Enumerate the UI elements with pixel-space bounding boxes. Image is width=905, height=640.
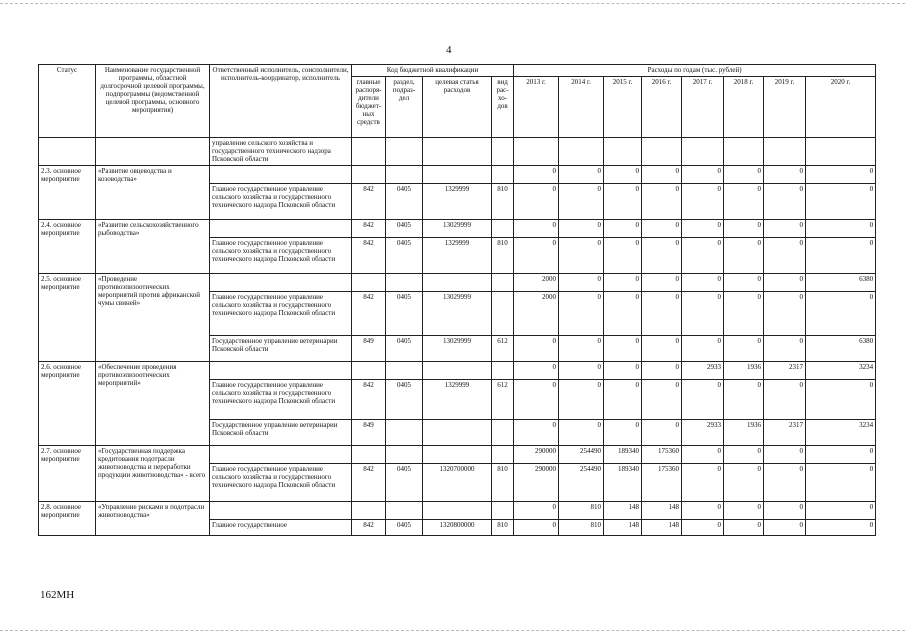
year-value-cell: 0 (682, 502, 724, 520)
expense-type-cell: 810 (492, 464, 514, 502)
year-value-cell: 0 (806, 502, 876, 520)
grbs-cell: 842 (352, 184, 386, 220)
year-value-cell: 0 (682, 336, 724, 362)
year-value-cell: 0 (559, 420, 604, 446)
grbs-cell (352, 502, 386, 520)
year-value-cell: 0 (604, 380, 642, 420)
target-article-cell (423, 138, 492, 166)
grbs-cell: 849 (352, 336, 386, 362)
year-value-cell: 189340 (604, 446, 642, 464)
grbs-cell: 849 (352, 420, 386, 446)
executor-cell (210, 362, 352, 380)
year-value-cell: 0 (764, 184, 806, 220)
year-value-cell: 0 (514, 502, 559, 520)
year-value-cell: 148 (642, 520, 682, 536)
year-value-cell: 0 (682, 380, 724, 420)
target-article-cell (423, 502, 492, 520)
measure-name-cell: «Управление рисками в подотрасли животноводства» (96, 502, 210, 536)
year-value-cell: 0 (724, 464, 764, 502)
year-value-cell: 2317 (764, 362, 806, 380)
table-row (39, 220, 876, 238)
table-row (39, 502, 876, 520)
status-cell (39, 138, 96, 166)
header-year: 2016 г. (642, 77, 682, 138)
expense-type-cell (492, 420, 514, 446)
target-article-cell: 1329999 (423, 184, 492, 220)
executor-cell (210, 166, 352, 184)
grbs-cell (352, 138, 386, 166)
year-value-cell: 0 (764, 520, 806, 536)
year-value-cell: 0 (724, 380, 764, 420)
target-article-cell: 1329999 (423, 380, 492, 420)
expense-type-cell (492, 502, 514, 520)
year-value-cell: 0 (764, 380, 806, 420)
executor-cell: Государственное управление ветеринарии Псковской области (210, 420, 352, 446)
year-value-cell: 0 (764, 502, 806, 520)
year-value-cell: 0 (642, 420, 682, 446)
grbs-cell (352, 446, 386, 464)
target-article-cell: 13029999 (423, 220, 492, 238)
year-value-cell: 810 (559, 502, 604, 520)
expense-type-cell (492, 274, 514, 292)
budget-table-body (39, 138, 876, 536)
executor-cell: Главное государственное управление сельского хозяйства и государственного технического надзора Псковской области (210, 380, 352, 420)
section-cell: 0405 (386, 220, 423, 238)
year-value-cell: 0 (724, 336, 764, 362)
header-year: 2019 г. (764, 77, 806, 138)
year-value-cell: 0 (559, 274, 604, 292)
grbs-cell: 842 (352, 464, 386, 502)
target-article-cell (423, 166, 492, 184)
year-value-cell: 290000 (514, 446, 559, 464)
section-cell (386, 274, 423, 292)
header-year: 2018 г. (724, 77, 764, 138)
expense-type-cell: 810 (492, 238, 514, 274)
grbs-cell: 842 (352, 380, 386, 420)
measure-name-cell (96, 138, 210, 166)
executor-cell: Главное государственное управление сельского хозяйства и государственного технического надзора Псковской области (210, 464, 352, 502)
status-cell: 2.6. основное мероприятие (39, 362, 96, 446)
measure-name-cell: «Развитие сельскохозяйственного рыбоводства» (96, 220, 210, 274)
expense-type-cell (492, 166, 514, 184)
grbs-cell (352, 166, 386, 184)
year-value-cell: 0 (514, 362, 559, 380)
year-value-cell: 0 (604, 274, 642, 292)
year-value-cell: 3234 (806, 362, 876, 380)
year-value-cell (724, 138, 764, 166)
grbs-cell: 842 (352, 220, 386, 238)
year-value-cell (514, 138, 559, 166)
year-value-cell: 2933 (682, 420, 724, 446)
year-value-cell: 0 (806, 220, 876, 238)
expense-type-cell: 810 (492, 184, 514, 220)
year-value-cell: 0 (514, 238, 559, 274)
grbs-cell: 842 (352, 292, 386, 336)
section-cell: 0405 (386, 184, 423, 220)
expense-type-cell (492, 446, 514, 464)
year-value-cell: 0 (806, 380, 876, 420)
year-value-cell: 0 (514, 184, 559, 220)
year-value-cell: 0 (724, 520, 764, 536)
executor-cell (210, 220, 352, 238)
year-value-cell: 0 (682, 520, 724, 536)
year-value-cell: 175360 (642, 446, 682, 464)
executor-cell (210, 446, 352, 464)
year-value-cell: 0 (604, 184, 642, 220)
table-row (39, 138, 876, 166)
year-value-cell: 0 (682, 220, 724, 238)
year-value-cell: 0 (514, 520, 559, 536)
header-target-article: целевая статья расходов (423, 77, 492, 138)
header-grbs: главные распоря-дители бюджет-ных средств (352, 77, 386, 138)
year-value-cell: 0 (682, 166, 724, 184)
year-value-cell: 0 (764, 274, 806, 292)
year-value-cell: 0 (604, 292, 642, 336)
expense-type-cell: 612 (492, 336, 514, 362)
table-row (39, 274, 876, 292)
year-value-cell: 175360 (642, 464, 682, 502)
executor-cell (210, 274, 352, 292)
header-status: Статус (39, 65, 96, 138)
year-value-cell: 0 (642, 362, 682, 380)
measure-name-cell: «Развитие овцеводства и козоводства» (96, 166, 210, 220)
year-value-cell: 0 (682, 274, 724, 292)
year-value-cell: 0 (806, 292, 876, 336)
year-value-cell: 189340 (604, 464, 642, 502)
year-value-cell: 0 (806, 464, 876, 502)
section-cell: 0405 (386, 464, 423, 502)
year-value-cell: 0 (642, 166, 682, 184)
year-value-cell: 2933 (682, 362, 724, 380)
year-value-cell: 290000 (514, 464, 559, 502)
header-budget-code: Код бюджетной квалификации (352, 65, 514, 77)
year-value-cell: 0 (682, 238, 724, 274)
year-value-cell: 148 (604, 520, 642, 536)
year-value-cell: 148 (604, 502, 642, 520)
year-value-cell: 2317 (764, 420, 806, 446)
status-cell: 2.3. основное мероприятие (39, 166, 96, 220)
year-value-cell: 0 (806, 184, 876, 220)
page-number: 4 (446, 44, 452, 56)
year-value-cell: 0 (682, 184, 724, 220)
year-value-cell: 0 (764, 464, 806, 502)
header-expense-type: вид рас-хо-дов (492, 77, 514, 138)
executor-cell: управление сельского хозяйства и государственного технического надзора Псковской области (210, 138, 352, 166)
year-value-cell: 0 (604, 166, 642, 184)
year-value-cell: 0 (806, 166, 876, 184)
expense-type-cell (492, 362, 514, 380)
status-cell: 2.7. основное мероприятие (39, 446, 96, 502)
header-year: 2017 г. (682, 77, 724, 138)
year-value-cell: 0 (514, 336, 559, 362)
year-value-cell: 0 (724, 238, 764, 274)
executor-cell: Государственное управление ветеринарии Псковской области (210, 336, 352, 362)
year-value-cell: 0 (806, 520, 876, 536)
year-value-cell: 0 (724, 502, 764, 520)
target-article-cell: 13029999 (423, 336, 492, 362)
status-cell: 2.4. основное мероприятие (39, 220, 96, 274)
year-value-cell: 0 (724, 274, 764, 292)
year-value-cell: 0 (642, 274, 682, 292)
year-value-cell (642, 138, 682, 166)
target-article-cell: 13029999 (423, 292, 492, 336)
year-value-cell: 254490 (559, 446, 604, 464)
grbs-cell (352, 362, 386, 380)
target-article-cell (423, 274, 492, 292)
year-value-cell (682, 138, 724, 166)
year-value-cell: 0 (559, 362, 604, 380)
year-value-cell: 0 (724, 166, 764, 184)
year-value-cell: 0 (559, 336, 604, 362)
header-executor: Ответственный исполнитель, соисполнители, исполнитель-координатор, исполнитель (210, 65, 352, 138)
year-value-cell: 0 (514, 380, 559, 420)
section-cell: 0405 (386, 520, 423, 536)
year-value-cell: 0 (604, 362, 642, 380)
header-year: 2015 г. (604, 77, 642, 138)
year-value-cell: 0 (806, 446, 876, 464)
budget-table (38, 64, 876, 536)
section-cell: 0405 (386, 336, 423, 362)
year-value-cell: 0 (514, 220, 559, 238)
section-cell (386, 166, 423, 184)
section-cell: 0405 (386, 292, 423, 336)
year-value-cell: 6380 (806, 274, 876, 292)
year-value-cell: 0 (764, 220, 806, 238)
year-value-cell: 0 (642, 184, 682, 220)
year-value-cell: 0 (764, 446, 806, 464)
measure-name-cell: «Обеспечение проведения противоэпизоотических мероприятий» (96, 362, 210, 446)
header-section: раздел, подраз-дел (386, 77, 423, 138)
year-value-cell: 0 (642, 336, 682, 362)
year-value-cell: 0 (559, 184, 604, 220)
scan-top-edge (0, 3, 905, 4)
year-value-cell: 3234 (806, 420, 876, 446)
year-value-cell: 148 (642, 502, 682, 520)
year-value-cell: 0 (764, 238, 806, 274)
executor-cell: Главное государственное управление сельского хозяйства и государственного технического надзора Псковской области (210, 184, 352, 220)
header-name: Наименование государственной программы, областной долгосрочной целевой программы, подпрограммы (ведомственной целевой программы, основного мероприятия) (96, 65, 210, 138)
grbs-cell: 842 (352, 520, 386, 536)
footer-code: 162МН (40, 589, 75, 601)
year-value-cell: 0 (682, 292, 724, 336)
section-cell: 0405 (386, 238, 423, 274)
year-value-cell: 254490 (559, 464, 604, 502)
year-value-cell: 0 (724, 446, 764, 464)
target-article-cell: 1329999 (423, 238, 492, 274)
year-value-cell (806, 138, 876, 166)
section-cell (386, 446, 423, 464)
year-value-cell: 0 (514, 420, 559, 446)
expense-type-cell: 810 (492, 520, 514, 536)
grbs-cell: 842 (352, 238, 386, 274)
expense-type-cell (492, 220, 514, 238)
year-value-cell: 0 (559, 166, 604, 184)
section-cell (386, 502, 423, 520)
year-value-cell: 0 (642, 380, 682, 420)
section-cell: 0405 (386, 380, 423, 420)
executor-cell: Главное государственное управление сельского хозяйства и государственного технического надзора Псковской области (210, 238, 352, 274)
year-value-cell: 2000 (514, 292, 559, 336)
table-row (39, 166, 876, 184)
year-value-cell: 2000 (514, 274, 559, 292)
status-cell: 2.8. основное мероприятие (39, 502, 96, 536)
year-value-cell: 0 (604, 420, 642, 446)
year-value-cell (559, 138, 604, 166)
year-value-cell: 0 (514, 166, 559, 184)
target-article-cell (423, 446, 492, 464)
table-row (39, 362, 876, 380)
executor-cell (210, 502, 352, 520)
header-year: 2013 г. (514, 77, 559, 138)
section-cell (386, 138, 423, 166)
header-expenses: Расходы по годам (тыс. рублей) (514, 65, 876, 77)
header-year: 2014 г. (559, 77, 604, 138)
year-value-cell: 0 (724, 220, 764, 238)
year-value-cell: 6380 (806, 336, 876, 362)
year-value-cell: 1936 (724, 362, 764, 380)
target-article-cell (423, 362, 492, 380)
year-value-cell: 810 (559, 520, 604, 536)
expense-type-cell (492, 292, 514, 336)
target-article-cell: 1320800000 (423, 520, 492, 536)
year-value-cell: 0 (559, 220, 604, 238)
table-row (39, 446, 876, 464)
year-value-cell (604, 138, 642, 166)
target-article-cell: 1320700000 (423, 464, 492, 502)
year-value-cell: 0 (604, 336, 642, 362)
section-cell (386, 420, 423, 446)
year-value-cell: 0 (724, 184, 764, 220)
measure-name-cell: «Государственная поддержка кредитования подотрасли животноводства и переработки продукции животноводства» - всего (96, 446, 210, 502)
scan-bottom-edge (0, 630, 905, 631)
year-value-cell: 0 (764, 166, 806, 184)
year-value-cell: 0 (559, 292, 604, 336)
year-value-cell: 0 (559, 238, 604, 274)
section-cell (386, 362, 423, 380)
year-value-cell: 0 (682, 446, 724, 464)
target-article-cell (423, 420, 492, 446)
year-value-cell: 0 (604, 238, 642, 274)
year-value-cell: 0 (724, 292, 764, 336)
year-value-cell: 0 (642, 292, 682, 336)
header-year: 2020 г. (806, 77, 876, 138)
executor-cell: Главное государственное (210, 520, 352, 536)
year-value-cell: 0 (764, 292, 806, 336)
year-value-cell (764, 138, 806, 166)
expense-type-cell: 612 (492, 380, 514, 420)
grbs-cell (352, 274, 386, 292)
year-value-cell: 0 (682, 464, 724, 502)
year-value-cell: 0 (642, 220, 682, 238)
status-cell: 2.5. основное мероприятие (39, 274, 96, 362)
year-value-cell: 0 (764, 336, 806, 362)
measure-name-cell: «Проведение противоэпизоотических мероприятий против африканской чумы свиней» (96, 274, 210, 362)
year-value-cell: 1936 (724, 420, 764, 446)
year-value-cell: 0 (806, 238, 876, 274)
executor-cell: Главное государственное управление сельского хозяйства и государственного технического надзора Псковской области (210, 292, 352, 336)
year-value-cell: 0 (642, 238, 682, 274)
year-value-cell: 0 (604, 220, 642, 238)
expense-type-cell (492, 138, 514, 166)
year-value-cell: 0 (559, 380, 604, 420)
